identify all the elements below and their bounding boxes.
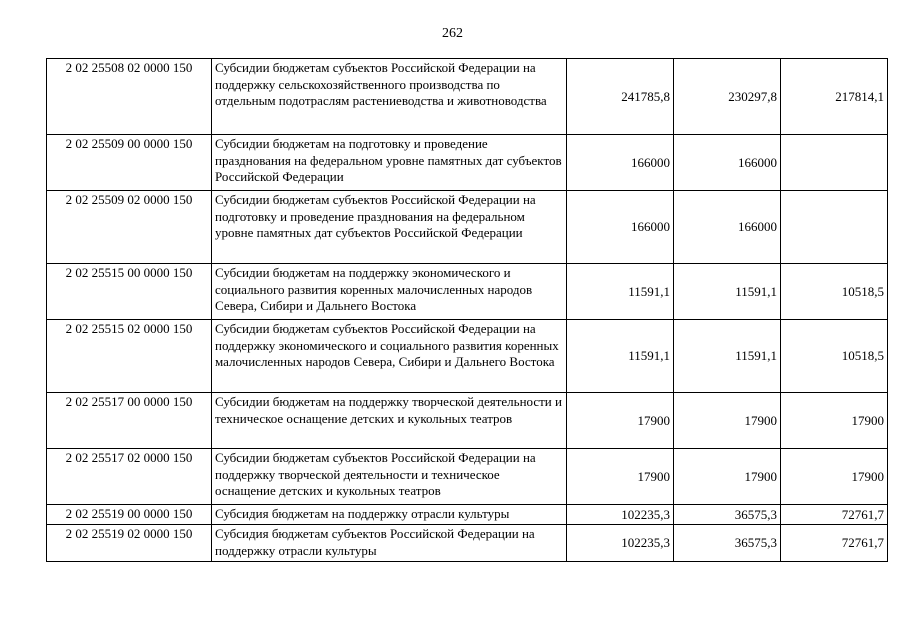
amount-cell-1: 11591,1	[567, 264, 674, 320]
amount-cell-1: 11591,1	[567, 320, 674, 393]
amount-cell-3	[781, 135, 888, 191]
revenue-name-cell: Субсидии бюджетам субъектов Российской Федерации на поддержку экономического и социального развития коренных малочисленных народов Севера, Сибири и Дальнего Востока	[212, 320, 567, 393]
amount-cell-3: 72761,7	[781, 505, 888, 525]
amount-cell-1: 166000	[567, 191, 674, 264]
budget-code-cell: 2 02 25515 02 0000 150	[47, 320, 212, 393]
revenue-name-cell: Субсидии бюджетам субъектов Российской Федерации на поддержку творческой деятельности и техническое оснащение детских и кукольных театров	[212, 449, 567, 505]
revenue-name-cell: Субсидия бюджетам субъектов Российской Федерации на поддержку отрасли культуры	[212, 525, 567, 562]
table-row	[47, 191, 888, 264]
table-row	[47, 320, 888, 393]
budget-code-cell: 2 02 25509 02 0000 150	[47, 191, 212, 264]
amount-cell-3	[781, 191, 888, 264]
amount-cell-1: 17900	[567, 393, 674, 449]
budget-code-cell: 2 02 25508 02 0000 150	[47, 59, 212, 135]
budget-code-cell: 2 02 25519 02 0000 150	[47, 525, 212, 562]
table-row	[47, 525, 888, 562]
table-row	[47, 393, 888, 449]
table-row	[47, 59, 888, 135]
amount-cell-3: 17900	[781, 393, 888, 449]
budget-code-cell: 2 02 25509 00 0000 150	[47, 135, 212, 191]
budget-code-cell: 2 02 25517 02 0000 150	[47, 449, 212, 505]
revenue-name-cell: Субсидия бюджетам на поддержку отрасли культуры	[212, 505, 567, 525]
revenue-name-cell: Субсидии бюджетам на поддержку творческой деятельности и техническое оснащение детских и кукольных театров	[212, 393, 567, 449]
budget-code-cell: 2 02 25517 00 0000 150	[47, 393, 212, 449]
amount-cell-3: 10518,5	[781, 320, 888, 393]
amount-cell-1: 166000	[567, 135, 674, 191]
amount-cell-2: 17900	[674, 393, 781, 449]
revenue-name-cell: Субсидии бюджетам на поддержку экономического и социального развития коренных малочисленных народов Севера, Сибири и Дальнего Востока	[212, 264, 567, 320]
table-row	[47, 264, 888, 320]
amount-cell-2: 166000	[674, 135, 781, 191]
amount-cell-2: 36575,3	[674, 525, 781, 562]
amount-cell-2: 166000	[674, 191, 781, 264]
amount-cell-2: 17900	[674, 449, 781, 505]
budget-revenue-table	[46, 58, 888, 562]
amount-cell-3: 10518,5	[781, 264, 888, 320]
table-row	[47, 135, 888, 191]
amount-cell-2: 230297,8	[674, 59, 781, 135]
amount-cell-1: 17900	[567, 449, 674, 505]
revenue-name-cell: Субсидии бюджетам субъектов Российской Федерации на поддержку сельскохозяйственного производства по отдельным подотраслям растениеводства и животноводства	[212, 59, 567, 135]
table-row	[47, 449, 888, 505]
amount-cell-3: 72761,7	[781, 525, 888, 562]
amount-cell-3: 217814,1	[781, 59, 888, 135]
budget-code-cell: 2 02 25519 00 0000 150	[47, 505, 212, 525]
revenue-name-cell: Субсидии бюджетам субъектов Российской Федерации на подготовку и проведение празднования на федеральном уровне памятных дат субъектов Российской Федерации	[212, 191, 567, 264]
amount-cell-1: 102235,3	[567, 505, 674, 525]
amount-cell-3: 17900	[781, 449, 888, 505]
amount-cell-2: 36575,3	[674, 505, 781, 525]
page-number: 262	[442, 26, 463, 41]
revenue-name-cell: Субсидии бюджетам на подготовку и проведение празднования на федеральном уровне памятных дат субъектов Российской Федерации	[212, 135, 567, 191]
amount-cell-1: 102235,3	[567, 525, 674, 562]
table-row	[47, 505, 888, 525]
amount-cell-2: 11591,1	[674, 264, 781, 320]
budget-code-cell: 2 02 25515 00 0000 150	[47, 264, 212, 320]
amount-cell-2: 11591,1	[674, 320, 781, 393]
amount-cell-1: 241785,8	[567, 59, 674, 135]
